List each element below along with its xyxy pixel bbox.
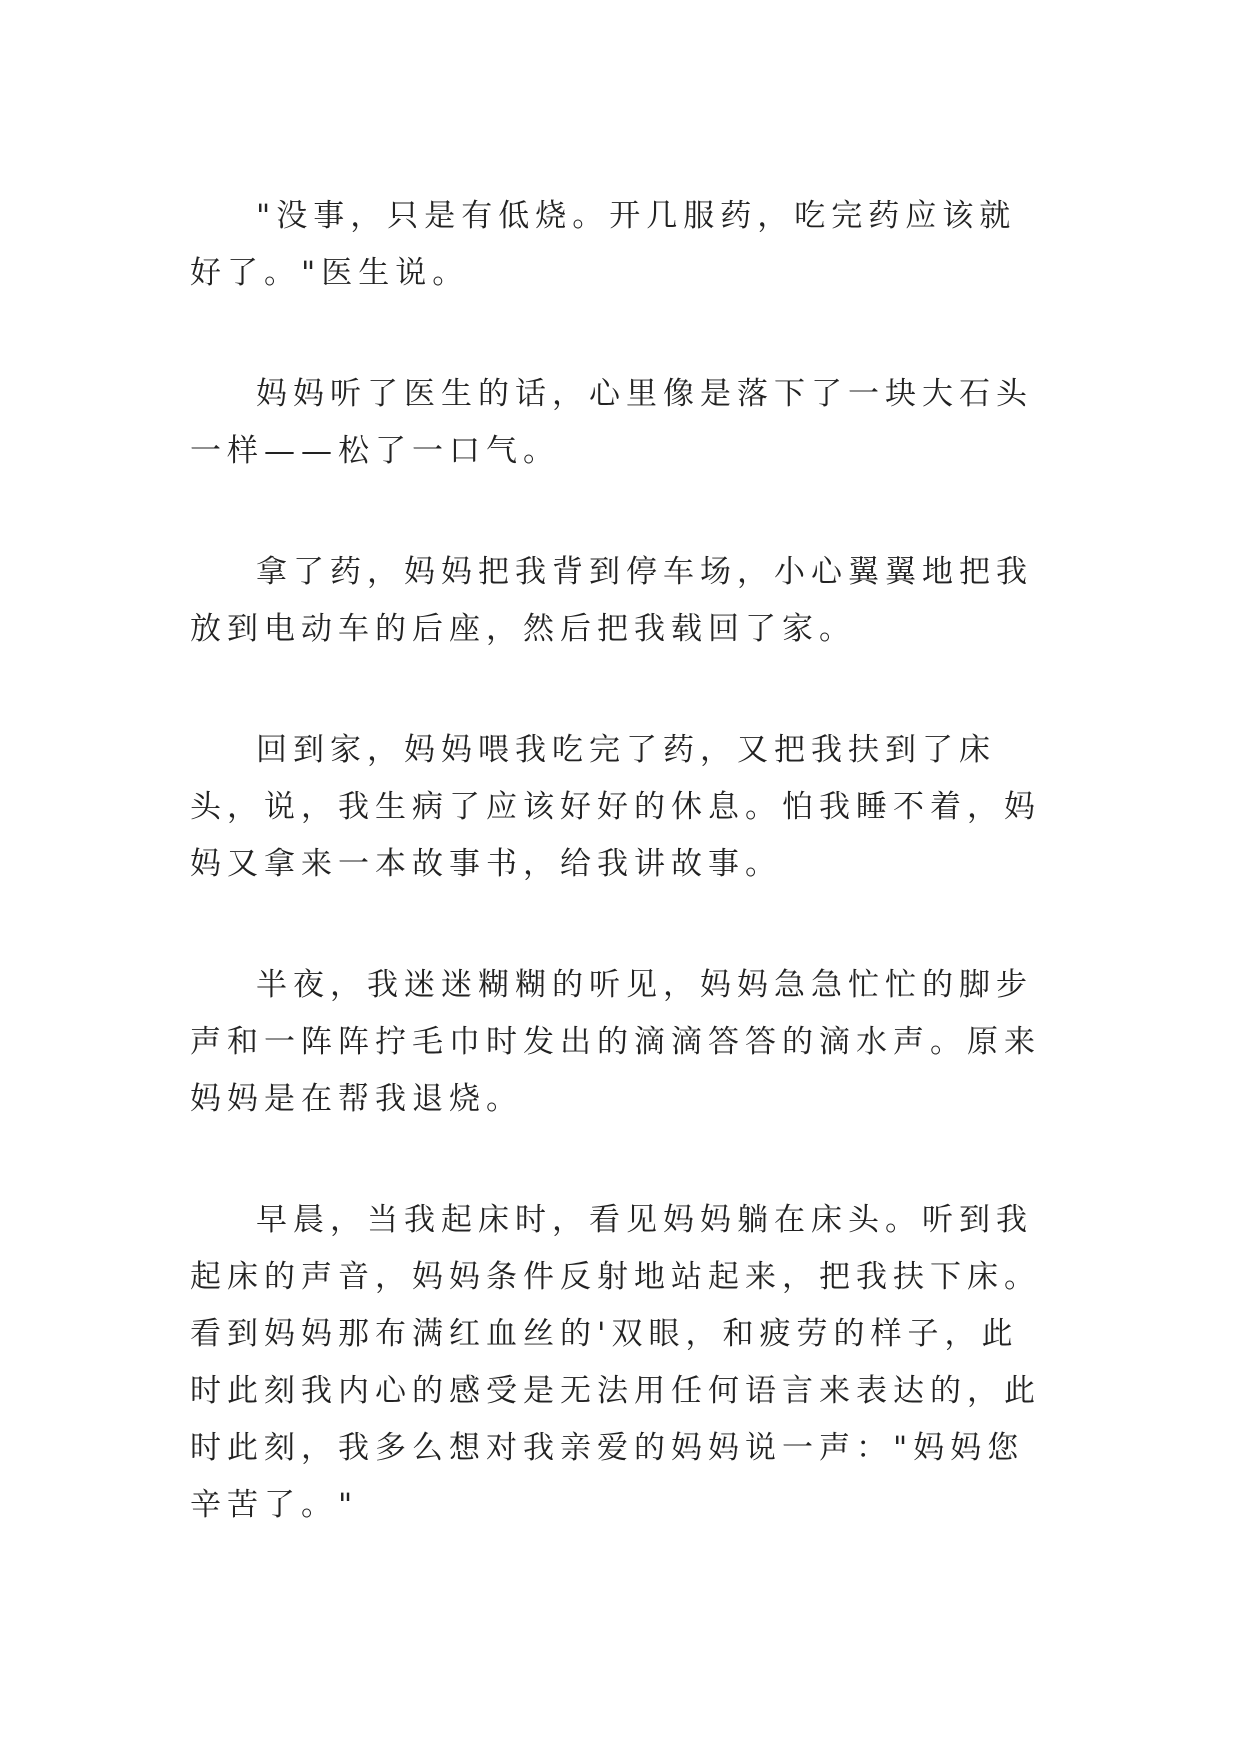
document-body	[190, 188, 1052, 1598]
paragraph-2: 妈妈听了医生的话，心里像是落下了一块大石头一样——松了一口气。	[190, 376, 1033, 469]
paragraph-5: 半夜，我迷迷糊糊的听见，妈妈急急忙忙的脚步声和一阵阵拧毛巾时发出的滴滴答答的滴水声。原来妈妈是在帮我退烧。	[190, 967, 1041, 1117]
paragraph-6: 早晨，当我起床时，看见妈妈躺在床头。听到我起床的声音，妈妈条件反射地站起来，把我扶下床。看到妈妈那布满红血丝的'双眼，和疲劳的样子，此时此刻我内心的感受是无法用任何语言来表达的，此时此刻，我多么想对我亲爱的妈妈说一声："妈妈您辛苦了。"	[190, 1202, 1041, 1523]
paragraph-3: 拿了药，妈妈把我背到停车场，小心翼翼地把我放到电动车的后座，然后把我载回了家。	[190, 554, 1033, 647]
paragraph-1: "没事，只是有低烧。开几服药，吃完药应该就好了。"医生说。	[190, 198, 1017, 291]
paragraph-4: 回到家，妈妈喂我吃完了药，又把我扶到了床头，说，我生病了应该好好的休息。怕我睡不着，妈妈又拿来一本故事书，给我讲故事。	[190, 732, 1041, 882]
